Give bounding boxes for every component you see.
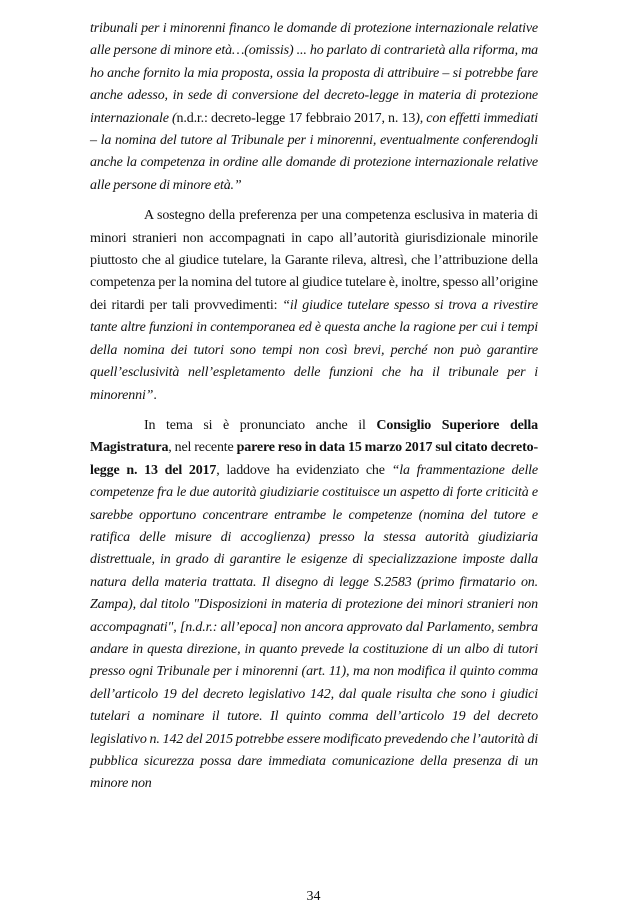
quote-text: “il giudice tutelare spesso si trova a rivestire tante altre funzioni in contemporanea ed è questa anche la ragione per cui i tempi della nomina dei tutori sono tempi non così brevi, perché non può garantire quell’esclusività nell’espletamento delle funzioni che ha il tribunale per i minorenni” bbox=[90, 297, 538, 403]
quote-text: tribunali per i minorenni financo le domande di protezione internazionale relative alle persone di minore età…(omissis) ... ho parlato di contrarietà alla riforma, ma ho anche fornito la mia proposta, ossia la proposta di attribuire – si potrebbe fare anche adesso, in sede di conversione del decreto-legge in materia di protezione internazionale ( bbox=[90, 21, 538, 126]
body-text: , laddove ha evidenziato che bbox=[216, 462, 392, 478]
quote-continuation-paragraph bbox=[90, 18, 538, 197]
bold-text: parere reso in data 15 marzo 2017 sul citato decreto-legge n. 13 del 2017 bbox=[90, 440, 538, 478]
quote-text: ), con effetti immediati – la nomina del tutore al Tribunale per i minorenni, eventualmente conferendogli anche la competenza in ordine alle domande di protezione internazionale relative alle persone di minore età.” bbox=[90, 110, 538, 193]
editor-note: n.d.r.: decreto-legge 17 febbraio 2017, n. 13 bbox=[176, 110, 416, 126]
body-text: In tema si è pronunciato anche il bbox=[144, 417, 377, 433]
quote-text: “la frammentazione delle competenze fra le due autorità giudiziarie costituisce un aspetto di forte criticità e sarebbe opportuno concentrare entrambe le competenze (nomina del tutore e ratifica delle misure di accoglienza) presso la stessa autorità giudiziaria distrettuale, in grado di garantire le esigenze di specializzazione imposte dalla natura della materia trattata. Il disegno di legge S.2583 (primo firmatario on. Zampa), dal titolo "Disposizioni in materia di protezione dei minori stranieri non accompagnati", [n.d.r.: all’epoca] non ancora approvato dal Parlamento, sembra andare in questa direzione, in quanto prevede la costituzione di un albo di tutori presso ogni Tribunale per i minorenni (art. 11), ma non modifica il quinto comma dell’articolo 19 del decreto legislativo 142, dal quale risulta che sono i giudici tutelari a nominare il tutore. Il quinto comma dell’articolo 19 del decreto legislativo n. 142 del 2015 potrebbe essere modificato prevedendo che l’autorità di pubblica sicurezza possa dare immediata comunicazione della presenza di un minore non bbox=[90, 462, 538, 792]
body-text: A sostegno della preferenza per una competenza esclusiva in materia di minori stranieri non accompagnati in capo all’autorità giurisdizionale minorile piuttosto che al giudice tutelare, la Garante rileva, altresì, che l’attribuzione della competenza per la nomina del tutore al giudice tutelare è, inoltre, spesso all’origine dei ritardi per tali provvedimenti: bbox=[90, 208, 538, 313]
garante-paragraph bbox=[90, 205, 538, 407]
document-page bbox=[90, 18, 538, 796]
body-text: , nel recente bbox=[168, 440, 237, 456]
bold-text: Consiglio Superiore della Magistratura bbox=[90, 417, 538, 456]
page-number: 34 bbox=[306, 889, 321, 904]
csm-paragraph bbox=[90, 415, 538, 796]
body-text: . bbox=[153, 387, 157, 403]
